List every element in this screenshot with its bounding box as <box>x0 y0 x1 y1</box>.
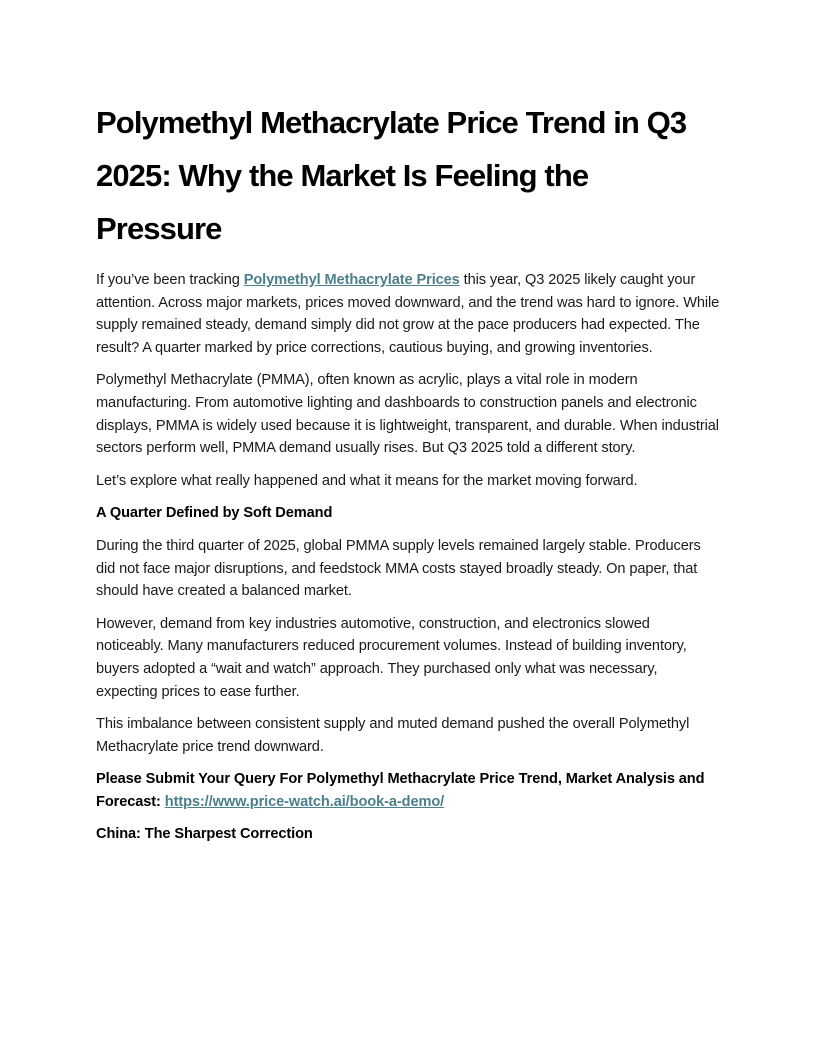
book-demo-link[interactable]: https://www.price-watch.ai/book-a-demo/ <box>164 793 445 810</box>
pmma-overview-paragraph: Polymethyl Methacrylate (PMMA), often known as acrylic, plays a vital role in modern manufacturing. From automotive lighting and dashboards to construction panels and electronic displays, PMMA is widely used because it is lightweight, transparent, and durable. When industrial sectors perform well, PMMA demand usually rises. But Q3 2025 told a different story. <box>96 372 719 457</box>
soft-demand-heading: A Quarter Defined by Soft Demand <box>96 505 333 522</box>
supply-paragraph: During the third quarter of 2025, global PMMA supply levels remained largely stable. Producers did not face major disruptions, and feedstock MMA costs stayed broadly steady. On paper, that should have created a balanced market. <box>96 537 701 600</box>
query-cta-text: Please Submit Your Query For Polymethyl Methacrylate Price Trend, Market Analysis and Forecast: <box>96 771 705 810</box>
intro-text-before: If you’ve been tracking <box>96 272 244 288</box>
china-heading: China: The Sharpest Correction <box>96 826 313 843</box>
intro-text-after: this year, Q3 2025 likely caught your attention. Across major markets, prices moved downward, and the trend was hard to ignore. While supply remained steady, demand simply did not grow at the pace producers had expected. The result? A quarter marked by price corrections, cautious buying, and growing inventories. <box>96 272 720 356</box>
article-title: Polymethyl Methacrylate Price Trend in Q3 2025: Why the Market Is Feeling the Pressure <box>96 105 687 246</box>
query-cta <box>96 768 720 813</box>
imbalance-paragraph: This imbalance between consistent supply and muted demand pushed the overall Polymethyl Methacrylate price trend downward. <box>96 716 690 755</box>
pmma-prices-link[interactable]: Polymethyl Methacrylate Prices <box>243 272 460 288</box>
explore-paragraph: Let’s explore what really happened and what it means for the market moving forward. <box>96 472 638 489</box>
intro-paragraph <box>96 269 720 359</box>
document-page <box>96 96 720 856</box>
demand-paragraph: However, demand from key industries automotive, construction, and electronics slowed noticeably. Many manufacturers reduced procurement volumes. Instead of building inventory, buyers adopted a “wait and watch” approach. They purchased only what was necessary, expecting prices to ease further. <box>96 615 687 700</box>
